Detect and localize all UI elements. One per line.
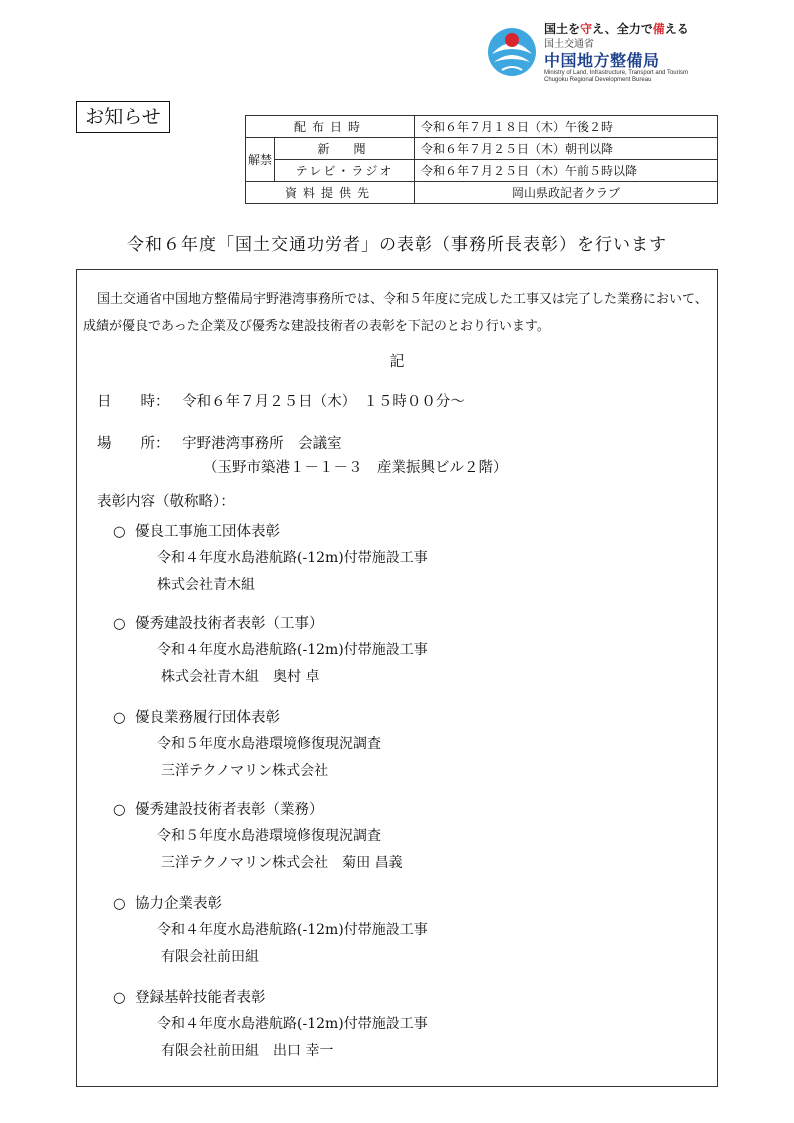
circle-mark-icon: ○ [113,710,126,726]
award-title: 優良業務履行団体表彰 [135,710,280,726]
notice-badge: お知らせ [76,101,170,133]
newspaper-value: 令和６年７月２５日（木）朝刊以降 [415,138,718,160]
award-project: 令和４年度水島港航路(-12m)付帯施設工事 [157,642,428,658]
logo-english-line1: Ministry of Land, Infrastructure, Transport and Tourism [544,70,688,76]
award-winner: 三洋テクノマリン株式会社 [161,763,329,779]
logo-ministry: 国土交通省 [544,39,594,50]
table-row [246,138,718,160]
award-item [113,798,324,819]
provider-value: 岡山県政記者クラブ [415,182,718,204]
award-item [113,986,266,1007]
provider-label: 資料提供先 [246,182,415,204]
place-value: 宇野港湾事務所 会議室 [182,436,342,452]
circle-mark-icon: ○ [113,524,126,540]
award-winner: 三洋テクノマリン株式会社 菊田 昌義 [161,855,403,871]
circle-mark-icon: ○ [113,990,126,1006]
distribution-value: 令和６年７月１８日（木）午後２時 [415,116,718,138]
bureau-logo [486,20,786,90]
award-project: 令和４年度水島港航路(-12m)付帯施設工事 [157,550,428,566]
award-winner: 有限会社前田組 出口 幸一 [161,1043,334,1059]
award-title: 優良工事施工団体表彰 [135,524,280,540]
intro-paragraph: 国土交通省中国地方整備局宇野港湾事務所では、令和５年度に完成した工事又は完了した業務において、成績が優良であった企業及び優秀な建設技術者の表彰を下記のとおり行います。 [83,292,708,334]
circle-mark-icon: ○ [113,896,126,912]
award-item [113,612,324,633]
award-title: 協力企業表彰 [135,896,222,912]
ki-heading: 記 [389,352,405,370]
award-winner: 株式会社青木組 奥村 卓 [161,669,320,685]
notice-body-box [76,269,718,1087]
datetime-value: 令和６年７月２５日（木） １５時００分～ [182,394,465,410]
table-row [246,182,718,204]
newspaper-label: 新 聞 [275,138,415,160]
award-project: 令和４年度水島港航路(-12m)付帯施設工事 [157,922,428,938]
datetime-row [97,390,465,411]
circle-mark-icon: ○ [113,802,126,818]
datetime-label: 日 時： [97,394,170,410]
award-title: 登録基幹技能者表彰 [135,990,266,1006]
tvradio-value: 令和６年７月２５日（木）午前５時以降 [415,160,718,182]
award-winner: 有限会社前田組 [161,949,259,965]
page-title: 令和６年度「国土交通功労者」の表彰（事務所長表彰）を行います [127,235,667,255]
bureau-emblem-icon [486,24,538,80]
place-row [97,432,342,453]
distribution-info-table [245,115,718,204]
award-winner: 株式会社青木組 [157,577,255,593]
table-row [246,116,718,138]
award-item [113,706,280,727]
awards-label: 表彰内容（敬称略）： [97,494,235,510]
place-label: 場 所： [97,436,170,452]
circle-mark-icon: ○ [113,616,126,632]
award-project: 令和４年度水島港航路(-12m)付帯施設工事 [157,1016,428,1032]
logo-english-line2: Chugoku Regional Development Bureau [544,77,652,83]
place-address: （玉野市築港１－１－３ 産業振興ビル２階） [203,460,508,476]
award-project: 令和５年度水島港環境修復現況調査 [157,828,381,844]
award-item [113,892,222,913]
award-item [113,520,280,541]
embargo-label: 解禁 [246,138,275,182]
tvradio-label: テレビ・ラジオ [275,160,415,182]
award-project: 令和５年度水島港環境修復現況調査 [157,736,381,752]
table-row [246,160,718,182]
logo-slogan: 国土を守え、全力で備える [544,22,689,36]
logo-bureau: 中国地方整備局 [544,51,660,70]
distribution-label: 配布日時 [246,116,415,138]
award-title: 優秀建設技術者表彰（工事） [135,616,324,632]
award-title: 優秀建設技術者表彰（業務） [135,802,324,818]
